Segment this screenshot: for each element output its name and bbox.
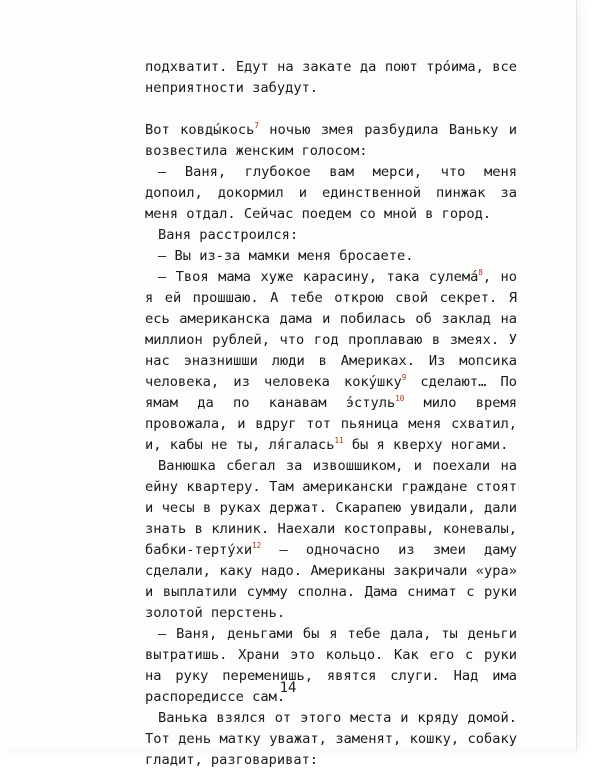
text-segment: ночью змея разбудила Ваньку и возвестила женским голосом: — [145, 122, 517, 159]
footnote-marker: 11 — [334, 436, 344, 445]
footnote-marker: 9 — [401, 373, 407, 382]
paragraph: Ванька взялся от этого места и кряду домой. Тот день матку уважат, заменят, кошку, собаку гладит, разговариват: — [145, 710, 517, 768]
text-segment: — Твоя мама хуже карасину, така сулема́ — [158, 269, 479, 285]
story-text — [145, 57, 517, 771]
text-segment: — одночасно из змеи даму сделали, каку надо. Американы закричали «ура» и выплатили сумму сполна. Дама снимат с руки золотой перстень. — [145, 542, 517, 621]
text-segment: Вот ковды́кось — [145, 122, 255, 138]
text-segment: , но я ей прошшаю. А тебе открою свой секрет. Я есь американска дама и побилась об заклад на миллион рублей, что год проплаваю в змеях. У нас эназнишши люди в Америках. Из мопсика человека, из человека коку́шку — [145, 269, 517, 390]
paragraph: — Ваня, глубокое вам мерси, что меня допоил, докормил и единственной пинжак за меня отдал. Сейчас поедем со мной в город. — [145, 164, 517, 222]
footnote-marker: 8 — [478, 268, 483, 277]
paragraph: — Вы из-за мамки меня бросаете. — [158, 248, 414, 264]
text-segment: Ванюшка сбегал за извошшиком, и поехали на ейну квартеру. Там американски граждане стоят и чесы в руках держат. Скарапею увидали, дали знать в клиник. Наехали костоправы, коневалы, бабки-тертýхи — [145, 458, 517, 558]
footnote-marker: 10 — [395, 394, 405, 403]
paragraph: — Ваня, деньгами бы я тебе дала, ты деньги вытратишь. Храни это кольцо. Как его с руки на руку переменишь, явятся слуги. Над има распоредиссе сам. — [145, 626, 517, 705]
paragraph: подхватит. Едут на закате да поют тро́има, все неприятности забудут. — [145, 59, 517, 96]
footnote-marker: 12 — [252, 541, 262, 550]
paragraph — [145, 267, 517, 456]
page-number: 14 — [279, 680, 297, 696]
footnote-marker: 7 — [254, 121, 259, 130]
text-segment: сделают… По ямам да по канавам э́стуль — [145, 374, 517, 411]
paragraph — [145, 120, 517, 162]
paragraph: Ваня расстроился: — [158, 227, 299, 243]
text-segment: бы я кверху ногами. — [343, 437, 509, 453]
paragraph — [145, 456, 517, 624]
text-segment: мило время провожала, и вдруг тот пьяница меня схватил, и, кабы не ты, ля́галась — [145, 395, 517, 453]
